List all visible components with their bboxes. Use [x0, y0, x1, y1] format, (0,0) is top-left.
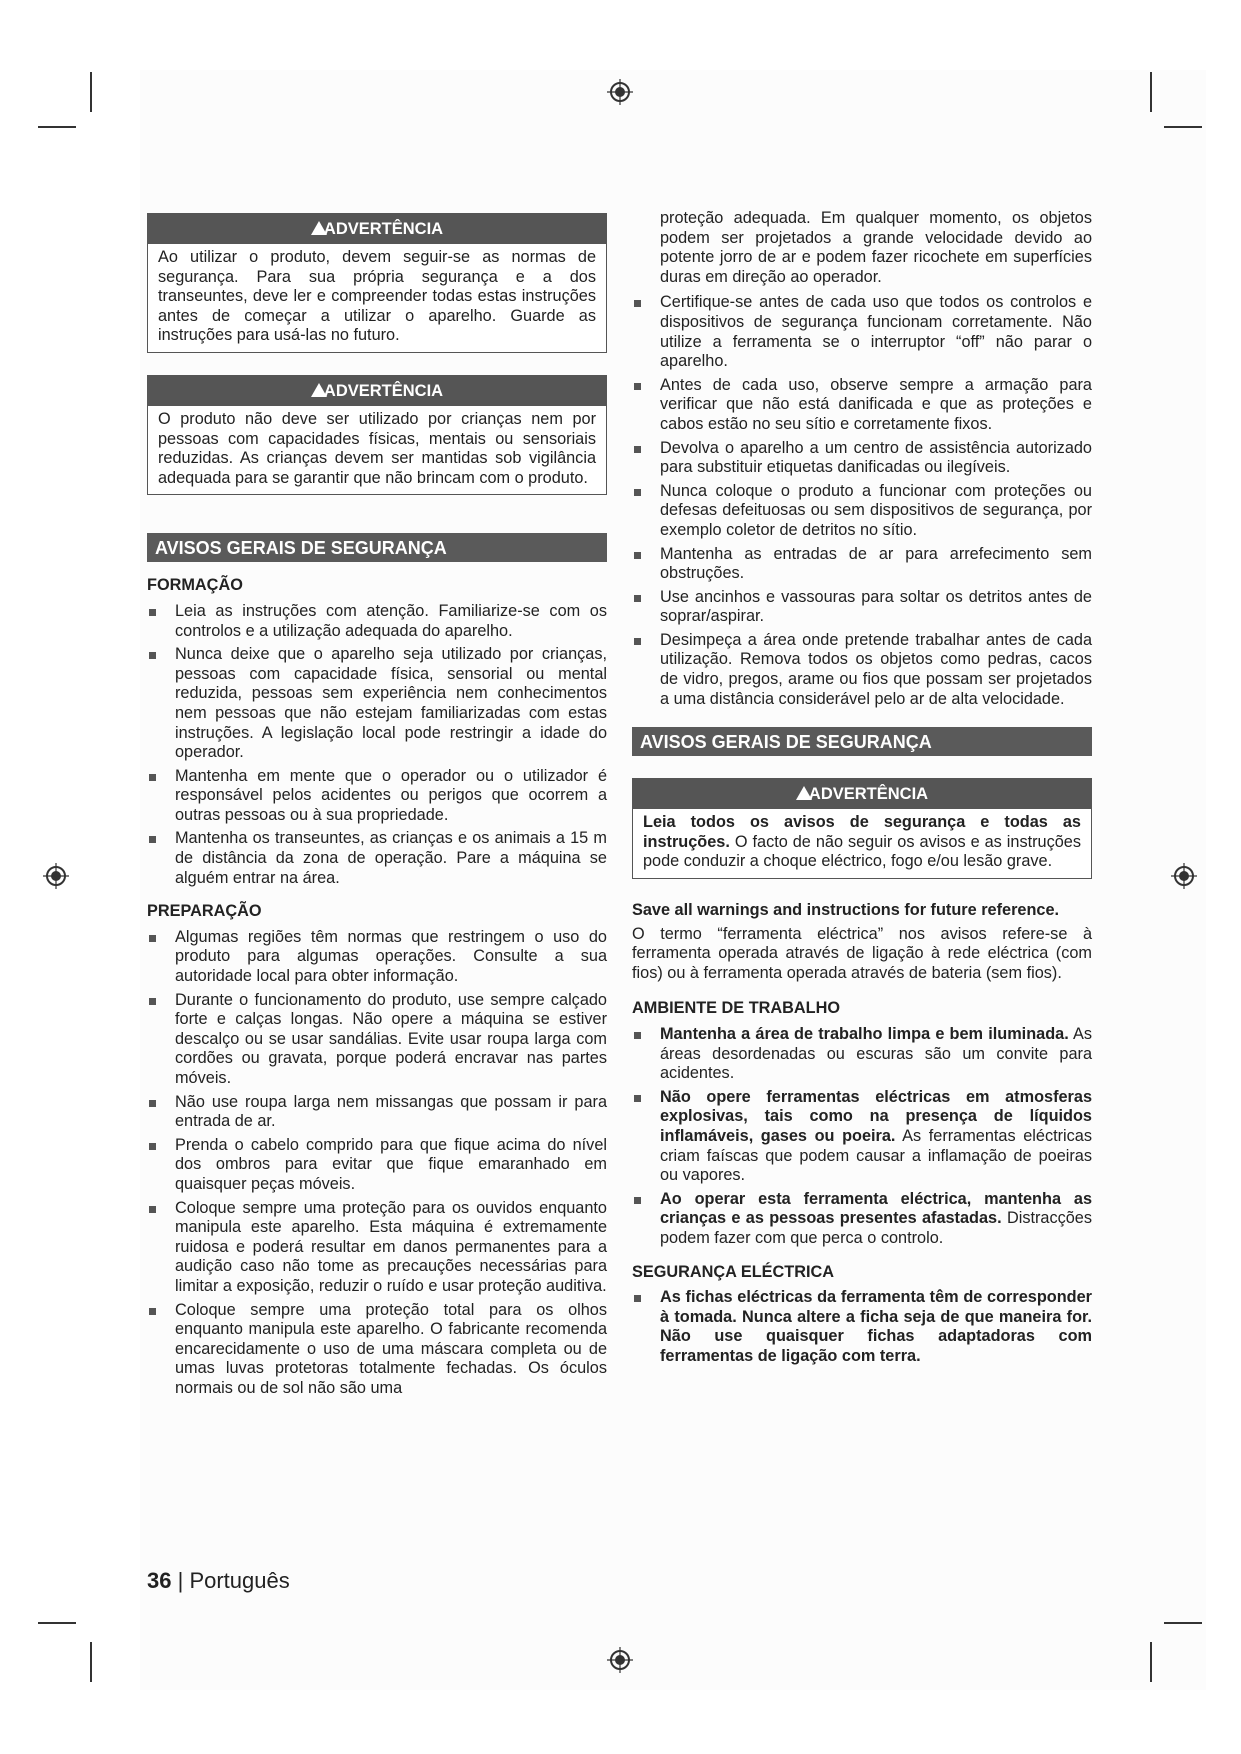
list-item: [147, 767, 607, 826]
warning-title: ADVERTÊNCIA: [808, 785, 929, 804]
bullet-icon: [634, 1095, 641, 1102]
list-item: [632, 439, 1092, 478]
bullet-list: [147, 928, 607, 1399]
section-heading: AVISOS GERAIS DE SEGURANÇA: [632, 727, 1092, 756]
item-bold-text: Não opere ferramentas eléctricas em atmosferas explosivas, tais como na presença de líquidos inflamáveis, gases ou poeira.: [660, 1087, 1092, 1145]
item-text: Nunca deixe que o aparelho seja utilizado por crianças, pessoas com capacidade física, sensorial ou mental reduzida, pessoas sem experiência nem conhecimentos nem pessoas que não estejam familiarizadas com estas instruções. A legislação local pode restringir a idade do operador.: [175, 645, 607, 762]
list-item: [147, 1199, 607, 1297]
item-text: Durante o funcionamento do produto, use sempre calçado forte e calças longas. Não opere a máquina se estiver descalço ou se usar sandálias. Evite usar roupa larga com cordões ou gravata, porque poderá encravar nas partes móveis.: [175, 990, 607, 1087]
item-text: Desimpeça a área onde pretende trabalhar antes de cada utilização. Remova todos os objetos como pedras, cacos de vidro, pregos, arame ou fios que possam ser projetados a uma distância considerável pelo ar de alta velocidade.: [660, 630, 1092, 708]
item-text: Algumas regiões têm normas que restringem o uso do produto para algumas operações. Consulte a sua autoridade local para obter informação.: [175, 927, 607, 986]
crop-mark: [90, 72, 92, 112]
list-item: [147, 1093, 607, 1132]
list-item: [147, 645, 607, 763]
list-item: [632, 588, 1092, 627]
list-item: [147, 829, 607, 888]
list-item: [632, 631, 1092, 709]
warning-text: O facto de não seguir os avisos e as instruções pode conduzir a choque eléctrico, fogo e/ou lesão grave.: [643, 832, 1081, 871]
registration-mark-icon: [1170, 862, 1198, 890]
bullet-list: [632, 1288, 1092, 1366]
item-text: Mantenha as entradas de ar para arrefecimento sem obstruções.: [660, 544, 1092, 583]
bullet-icon: [634, 300, 641, 307]
warning-bold-text: Leia todos os avisos de segurança e todas as instruções.: [643, 813, 1081, 851]
item-text: As áreas desordenadas ou escuras são um convite para acidentes.: [660, 1025, 1093, 1083]
bullet-icon: [149, 774, 156, 781]
item-text: Devolva o aparelho a um centro de assistência autorizado para substituir etiquetas danificadas ou ilegíveis.: [660, 438, 1092, 477]
registration-mark-icon: [42, 862, 70, 890]
list-item: [147, 1136, 607, 1195]
page-footer: [147, 1568, 290, 1594]
bullet-icon: [634, 489, 641, 496]
left-column: [147, 213, 607, 1403]
registration-mark-icon: [606, 1646, 634, 1674]
item-bold-text: As fichas eléctricas da ferramenta têm de corresponder à tomada. Nunca altere a ficha seja de que maneira for. Não use quaisquer fichas adaptadoras com ferramentas de ligação com terra.: [660, 1288, 1092, 1365]
item-text: Leia as instruções com atenção. Familiarize-se com os controlos e a utilização adequada do aparelho.: [175, 601, 607, 640]
bullet-icon: [634, 446, 641, 453]
bullet-icon: [149, 1100, 156, 1107]
item-bold-text: Mantenha a área de trabalho limpa e bem iluminada.: [660, 1025, 1069, 1043]
list-item: [632, 482, 1092, 541]
bullet-icon: [634, 552, 641, 559]
list-item: [147, 928, 607, 987]
item-text: Mantenha em mente que o operador ou o utilizador é responsável pelos acidentes ou perigos que ocorrem a outras pessoas ou à sua propriedade.: [175, 766, 607, 824]
bullet-icon: [634, 1197, 641, 1204]
warning-text: Ao utilizar o produto, devem seguir-se as normas de segurança. Para sua própria segurança e a dos transeuntes, deve ler e compreender todas estas instruções antes de começar a utilizar o aparelho. Guarde as instruções para usá-las no futuro.: [158, 248, 596, 345]
bullet-icon: [634, 595, 641, 602]
item-text: As ferramentas eléctricas criam faíscas que podem causar a inflamação de poeiras ou vapores.: [660, 1126, 1092, 1185]
crop-mark: [1150, 72, 1152, 112]
bullet-list: [632, 1025, 1092, 1249]
crop-mark: [38, 1622, 76, 1624]
item-text: Coloque sempre uma proteção total para os olhos enquanto manipula este aparelho. O fabricante recomenda encarecidamente o uso de uma máscara completa ou de umas luvas protetoras totalmente fechadas. Os óculos normais ou de sol não são uma: [175, 1300, 607, 1397]
bullet-icon: [634, 1295, 641, 1302]
subheading-ambiente: AMBIENTE DE TRABALHO: [632, 999, 841, 1018]
warning-box: [632, 778, 1092, 879]
crop-mark: [1150, 1642, 1152, 1682]
bullet-icon: [634, 383, 641, 390]
right-column: [632, 209, 1092, 1371]
list-item: [632, 1288, 1092, 1366]
footer-separator: |: [171, 1568, 190, 1593]
page-number: 36: [147, 1568, 172, 1593]
subheading-formacao: FORMAÇÃO: [147, 576, 243, 595]
list-item: [632, 376, 1092, 435]
item-text: Não use roupa larga nem missangas que possam ir para entrada de ar.: [175, 1092, 607, 1131]
item-bold-text: Ao operar esta ferramenta eléctrica, mantenha as crianças e as pessoas presentes afastadas.: [660, 1189, 1092, 1228]
item-text: Use ancinhos e vassouras para soltar os detritos antes de soprar/aspirar.: [660, 587, 1092, 626]
subheading-eletrica: SEGURANÇA ELÉCTRICA: [632, 1262, 835, 1281]
bullet-list: [632, 293, 1092, 709]
continuation-text: proteção adequada. Em qualquer momento, os objetos podem ser projetados a grande velocidade devido ao potente jorro de ar e podem fazer ricochete em superfícies duras em direção ao operador.: [660, 209, 1092, 286]
item-text: Mantenha os transeuntes, as crianças e os animais a 15 m de distância da zona de operação. Pare a máquina se alguém entrar na área.: [175, 829, 607, 887]
list-item: [147, 602, 607, 641]
list-item: [147, 1301, 607, 1399]
save-note: Save all warnings and instructions for future reference.: [632, 901, 1060, 920]
warning-box: [147, 375, 607, 495]
list-item: [632, 545, 1092, 584]
bullet-icon: [149, 998, 156, 1005]
list-item: [632, 1190, 1092, 1249]
bullet-list: [147, 602, 607, 888]
item-text: Distracções podem fazer com que perca o controlo.: [660, 1209, 1093, 1247]
item-text: Certifique-se antes de cada uso que todos os controlos e dispositivos de segurança funcionam corretamente. Não utilize a ferramenta se o interruptor “off” não parar o aparelho.: [660, 293, 1092, 371]
list-item: [632, 1025, 1092, 1084]
warning-box: [147, 213, 607, 353]
list-item: [147, 991, 607, 1089]
registration-mark-icon: [606, 78, 634, 106]
item-text: Nunca coloque o produto a funcionar com proteções ou defesas defeituosas ou sem dispositivos de segurança, por exemplo coletor de detritos no sítio.: [660, 481, 1092, 539]
list-item: [632, 293, 1092, 371]
item-text: Prenda o cabelo comprido para que fique acima do nível dos ombros para evitar que fique emaranhado em quaisquer peças móveis.: [175, 1135, 607, 1193]
term-note: O termo “ferramenta eléctrica” nos avisos refere-se à ferramenta operada através de ligação à rede eléctrica (com fios) ou à ferramenta operada através de bateria (sem fios).: [632, 924, 1092, 982]
warning-title: ADVERTÊNCIA: [323, 220, 444, 238]
bullet-icon: [149, 1308, 156, 1315]
warning-title: ADVERTÊNCIA: [323, 381, 444, 400]
bullet-icon: [149, 1143, 156, 1150]
crop-mark: [1164, 126, 1202, 128]
subheading-preparacao: PREPARAÇÃO: [147, 902, 262, 921]
list-item: [632, 1088, 1092, 1186]
bullet-icon: [149, 935, 156, 942]
crop-mark: [90, 1642, 92, 1682]
section-heading: AVISOS GERAIS DE SEGURANÇA: [147, 533, 607, 562]
bullet-icon: [634, 638, 641, 645]
crop-mark: [38, 126, 76, 128]
bullet-icon: [149, 836, 156, 843]
crop-mark: [1164, 1622, 1202, 1624]
bullet-icon: [634, 1032, 641, 1039]
footer-language: Português: [189, 1568, 290, 1593]
item-text: Coloque sempre uma proteção para os ouvidos enquanto manipula este aparelho. Esta máquina é extremamente ruidosa e poderá resultar em danos permanentes para a audição caso não tome as precauções necessárias para limitar a exposição, reduzir o ruído e usar proteção auditiva.: [175, 1198, 607, 1295]
item-text: Antes de cada uso, observe sempre a armação para verificar que não está danificada e que as proteções e cabos estão no seu sítio e corretamente fixos.: [660, 375, 1092, 433]
warning-text: O produto não deve ser utilizado por crianças nem por pessoas com capacidades físicas, mentais ou sensoriais reduzidas. As crianças devem ser mantidas sob vigilância adequada para se garantir que não brincam com o produto.: [158, 409, 596, 487]
bullet-icon: [149, 652, 156, 659]
bullet-icon: [149, 1206, 156, 1213]
bullet-icon: [149, 609, 156, 616]
